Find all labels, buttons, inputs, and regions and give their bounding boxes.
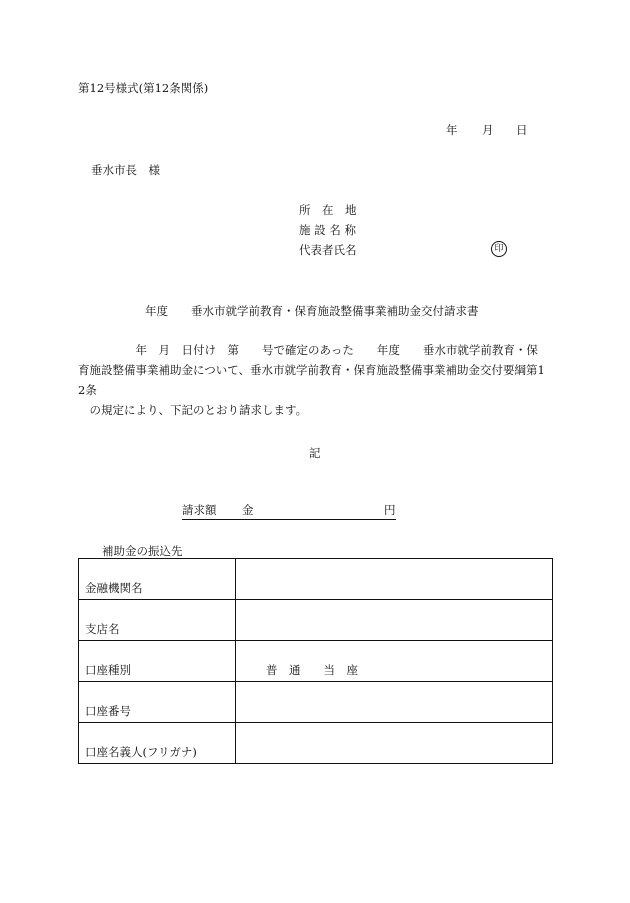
form-number: 第12号様式(第12条関係): [78, 81, 209, 95]
document-title: 年度 垂水市就学前教育・保育施設整備事業補助金交付請求書: [145, 304, 479, 318]
amount-unit: 円: [384, 502, 396, 520]
applicant-address-row: [299, 202, 365, 218]
transfer-heading: 補助金の振込先: [102, 544, 183, 558]
addressee: 垂水市長 様: [91, 163, 160, 177]
account-type-value[interactable]: 普 通 当 座: [236, 641, 553, 682]
amount-label: 請求額: [182, 502, 242, 520]
date-year: 年: [446, 123, 458, 137]
ki-heading: 記: [309, 446, 321, 460]
table-row: [79, 559, 553, 600]
branch-name-value[interactable]: [236, 600, 553, 641]
amount-prefix: 金: [242, 502, 384, 520]
body-line-1: 年 月 日付け 第 号で確定のあった 年度 垂水市就学前教育・保: [78, 343, 538, 357]
applicant-representative-row: [299, 242, 365, 258]
account-type-label: 口座種別: [79, 641, 236, 682]
seal-mark: 印: [491, 241, 507, 257]
applicant-address-label: 所 在 地: [299, 203, 357, 217]
applicant-facility-label: 施 設 名 称: [299, 223, 356, 237]
body-line-3: 2条: [78, 383, 97, 397]
account-holder-value[interactable]: [236, 723, 553, 764]
branch-name-label: 支店名: [79, 600, 236, 641]
applicant-facility-row: [299, 222, 365, 238]
bank-name-label: 金融機関名: [79, 559, 236, 600]
body-line-4: の規定により、下記のとおり請求します。: [78, 403, 308, 417]
account-number-label: 口座番号: [79, 682, 236, 723]
amount-line: [182, 502, 396, 520]
date-day: 日: [516, 123, 528, 137]
table-row: [79, 682, 553, 723]
table-row: [79, 723, 553, 764]
bank-name-value[interactable]: [236, 559, 553, 600]
date-line: [446, 122, 528, 138]
body-line-2: 育施設整備事業補助金について、垂水市就学前教育・保育施設整備事業補助金交付要綱第1: [78, 363, 545, 377]
table-row: [79, 600, 553, 641]
applicant-representative-label: 代表者氏名: [299, 243, 357, 257]
account-holder-label: 口座名義人(フリガナ): [79, 723, 236, 764]
bank-info-table: [78, 558, 553, 764]
date-month: 月: [482, 123, 494, 137]
account-number-value[interactable]: [236, 682, 553, 723]
table-row: [79, 641, 553, 682]
